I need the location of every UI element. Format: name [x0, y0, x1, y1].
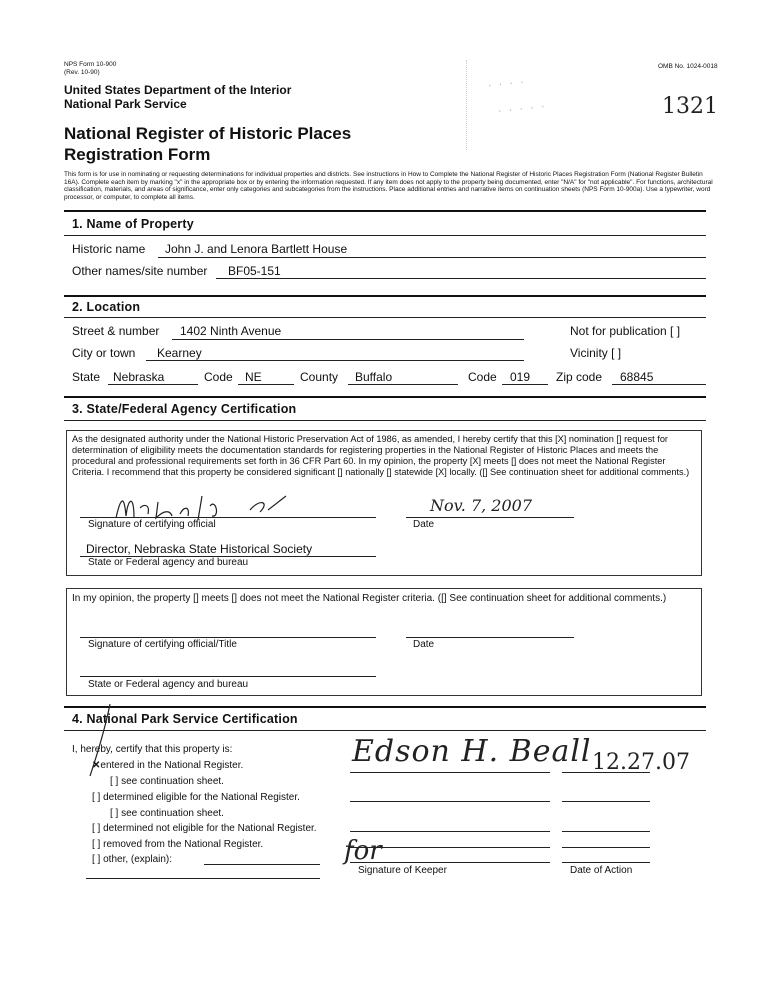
not-for-publication[interactable]: Not for publication [ ] — [570, 324, 681, 338]
action-line-5 — [562, 862, 650, 863]
nps-item-continuation-2[interactable]: [ ] see continuation sheet. — [110, 808, 224, 819]
historic-name-line — [158, 257, 706, 258]
nps-intro: I, hereby, certify that this property is: — [72, 744, 233, 755]
state-label: State — [72, 370, 101, 384]
other-names-value[interactable]: BF05-151 — [228, 264, 281, 278]
nps-item-other[interactable]: [ ] other, (explain): — [92, 854, 173, 865]
section3-heading: 3. State/Federal Agency Certification — [72, 402, 297, 416]
form-title-line1: National Register of Historic Places — [64, 124, 352, 143]
date2-line — [406, 637, 574, 638]
form-title-line2: Registration Form — [64, 145, 211, 164]
date2-label: Date — [413, 639, 435, 650]
keeper-line-5 — [350, 862, 550, 863]
zip-line — [612, 384, 706, 385]
city-value[interactable]: Kearney — [157, 346, 202, 360]
action-line-4 — [562, 847, 650, 848]
other-explain-line — [204, 864, 320, 865]
zip-label: Zip code — [556, 370, 603, 384]
agency-name: United States Department of the Interior — [64, 83, 292, 97]
certifying-date-hand: Nov. 7, 2007 — [430, 496, 533, 515]
nps-item-eligible[interactable]: [ ] determined eligible for the National Register. — [92, 792, 300, 803]
nps-item-entered[interactable]: ✕entered in the National Register. — [92, 760, 244, 771]
county-label: County — [300, 370, 339, 384]
section2-heading: 2. Location — [72, 300, 141, 314]
section2-heading-rule — [64, 317, 706, 318]
omb-number: OMB No. 1024-0018 — [658, 63, 718, 70]
keeper-line-3 — [350, 831, 550, 832]
code-value[interactable]: NE — [245, 370, 262, 384]
instructions-text: This form is for use in nominating or requesting determinations for individual properties and districts. See instructions in How to Complete the National Register of Historic Places Registration Form (National Register Bulletin 16A). Complete each item by marking "x" in the appropriate box or by entering the information requested. If any item does not apply to the property being documented, enter "N/A" for "not applicable". For functions, architectural classification, materials, and areas of significance, enter only categories and subcategories from the instructions. Place additional entries and narrative items on continuation sheets (NPS Form 10-900a). Use a typewriter, word processor, or computer, to complete all items. — [64, 171, 713, 201]
section2-top-rule — [64, 295, 706, 297]
opinion-text: In my opinion, the property [] meets [] does not meet the National Register criteria. ([] See continuation sheet for additional comments.) — [72, 593, 667, 604]
section4-heading: 4. National Park Service Certification — [72, 712, 298, 726]
city-label: City or town — [72, 346, 136, 360]
form-rev: (Rev. 10-90) — [64, 69, 100, 76]
keeper-signature-hand: Edson H. Beall — [352, 734, 592, 769]
section1-top-rule — [64, 210, 706, 212]
street-line — [172, 339, 524, 340]
keeper-label: Signature of Keeper — [358, 865, 447, 876]
keeper-line-1 — [350, 772, 550, 773]
section1-heading: 1. Name of Property — [72, 217, 194, 231]
state-line — [108, 384, 198, 385]
agency2-label: State or Federal agency and bureau — [88, 679, 249, 690]
section1-heading-rule — [64, 235, 706, 236]
date-label: Date — [413, 519, 435, 530]
service-name: National Park Service — [64, 97, 187, 111]
agency-value[interactable]: Director, Nebraska State Historical Society — [86, 542, 313, 556]
nps-item-continuation-1[interactable]: [ ] see continuation sheet. — [110, 776, 224, 787]
code-label: Code — [204, 370, 233, 384]
code2-line — [502, 384, 548, 385]
signature-label: Signature of certifying official — [88, 519, 216, 530]
street-value[interactable]: 1402 Ninth Avenue — [180, 324, 282, 338]
county-line — [348, 384, 458, 385]
signature2-label: Signature of certifying official/Title — [88, 639, 237, 650]
section4-heading-rule — [64, 730, 706, 731]
agency2-line — [80, 676, 376, 677]
handwritten-number: 1321 — [662, 94, 718, 119]
signature-line — [80, 517, 376, 518]
section3-heading-rule — [64, 420, 706, 421]
city-line — [146, 360, 524, 361]
code2-label: Code — [468, 370, 497, 384]
received-stamp: · · · · · · · · · — [466, 60, 607, 150]
other-names-label: Other names/site number — [72, 264, 208, 278]
form-number: NPS Form 10-900 — [64, 61, 117, 68]
nps-item-removed[interactable]: [ ] removed from the National Register. — [92, 839, 264, 850]
for-hand: for — [344, 836, 382, 866]
section4-top-rule — [64, 706, 706, 708]
certification-text: As the designated authority under the National Historic Preservation Act of 1986, as amended, I hereby certify that this [X] nomination [] request for determination of eligibility meets the documentation standards for registering properties in the National Register of Historic Places and meets the procedural and professional requirements set forth in 36 CFR Part 60. In my opinion, the property [X] meets [] does not meet the National Register Criteria. I recommend that this property be considered significant [] nationally [] statewide [X] locally. ([] See continuation sheet for additional comments.) — [72, 434, 690, 477]
state-value[interactable]: Nebraska — [113, 370, 165, 384]
vicinity[interactable]: Vicinity [ ] — [570, 346, 622, 360]
county-value[interactable]: Buffalo — [355, 370, 393, 384]
action-date-hand: 12.27.07 — [592, 750, 690, 775]
historic-name-label: Historic name — [72, 242, 146, 256]
other-explain-line-2 — [86, 878, 320, 879]
historic-name-value[interactable]: John J. and Lenora Bartlett House — [165, 242, 348, 256]
agency-label: State or Federal agency and bureau — [88, 557, 249, 568]
nps-item-not-eligible[interactable]: [ ] determined not eligible for the National Register. — [92, 823, 317, 834]
keeper-line-2 — [350, 801, 550, 802]
action-line-2 — [562, 801, 650, 802]
code-line — [238, 384, 294, 385]
other-names-line — [216, 278, 706, 279]
date-line — [406, 517, 574, 518]
action-line-1 — [562, 772, 650, 773]
signature2-line — [80, 637, 376, 638]
street-label: Street & number — [72, 324, 160, 338]
section3-top-rule — [64, 396, 706, 398]
action-label: Date of Action — [570, 865, 633, 876]
zip-value[interactable]: 68845 — [620, 370, 654, 384]
code2-value[interactable]: 019 — [510, 370, 531, 384]
check-x-mark: ✕ — [92, 760, 101, 771]
action-line-3 — [562, 831, 650, 832]
